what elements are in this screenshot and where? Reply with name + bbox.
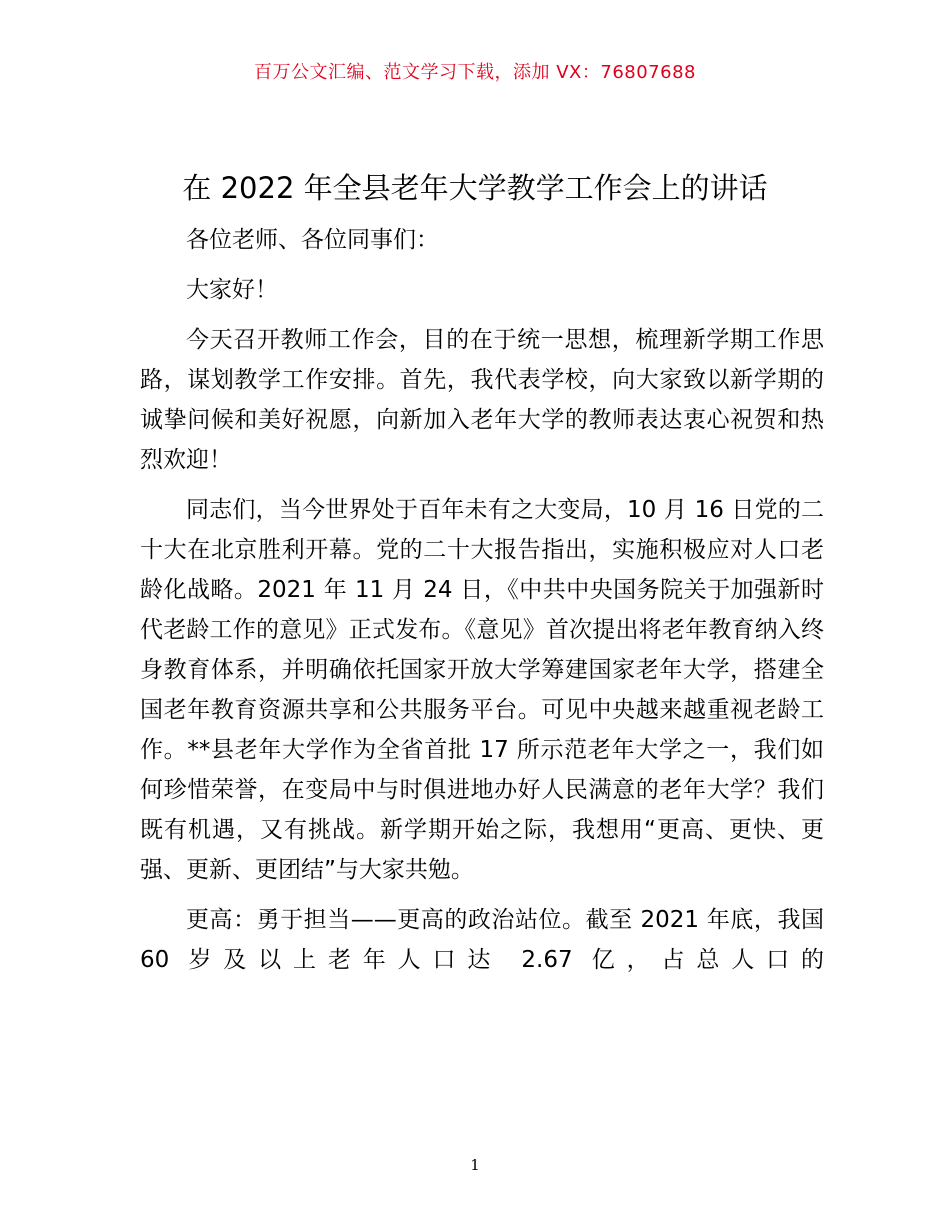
page-title: 在 2022 年全县老年大学教学工作会上的讲话 xyxy=(182,171,768,205)
salutation: 各位老师、各位同事们： xyxy=(186,227,439,253)
paragraph: 同志们，当今世界处于百年未有之大变局，10 月 16 日党的二十大在北京胜利开幕。党的二十大报告指出，实施积极应对人口老龄化战略。2021 年 11 月 24 日，《中共中央国务院关于加强新时代老龄工作的意见》正式发布。《意见》首次提出将老年教育纳入终身教育体系，并明确依托国家开放大学筹建国家老年大学，搭建全国老年教育资源共享和公共服务平台。可见中央越来越重视老龄工作。**县老年大学作为全省首批 17 所示范老年大学之一，我们如何珍惜荣誉，在变局中与时俱进地办好人民满意的老年大学？我们既有机遇，又有挑战。新学期开始之际，我想用“更高、更快、更强、更新、更团结”与大家共勉。 xyxy=(140,497,824,883)
greeting: 大家好！ xyxy=(186,277,278,303)
paragraph: 今天召开教师工作会，目的在于统一思想，梳理新学期工作思路，谋划教学工作安排。首先，我代表学校，向大家致以新学期的诚挚问候和美好祝愿，向新加入老年大学的教师表达衷心祝贺和热烈欢迎！ xyxy=(140,327,824,473)
paragraph: 更高：勇于担当——更高的政治站位。截至 2021 年底，我国 60 岁及以上老年人口达 2.67 亿，占总人口的 xyxy=(140,907,824,973)
document-body xyxy=(140,220,824,990)
header-note: 百万公文汇编、范文学习下载，添加 VX：76807688 xyxy=(254,62,696,83)
page-number: 1 xyxy=(470,1156,480,1174)
